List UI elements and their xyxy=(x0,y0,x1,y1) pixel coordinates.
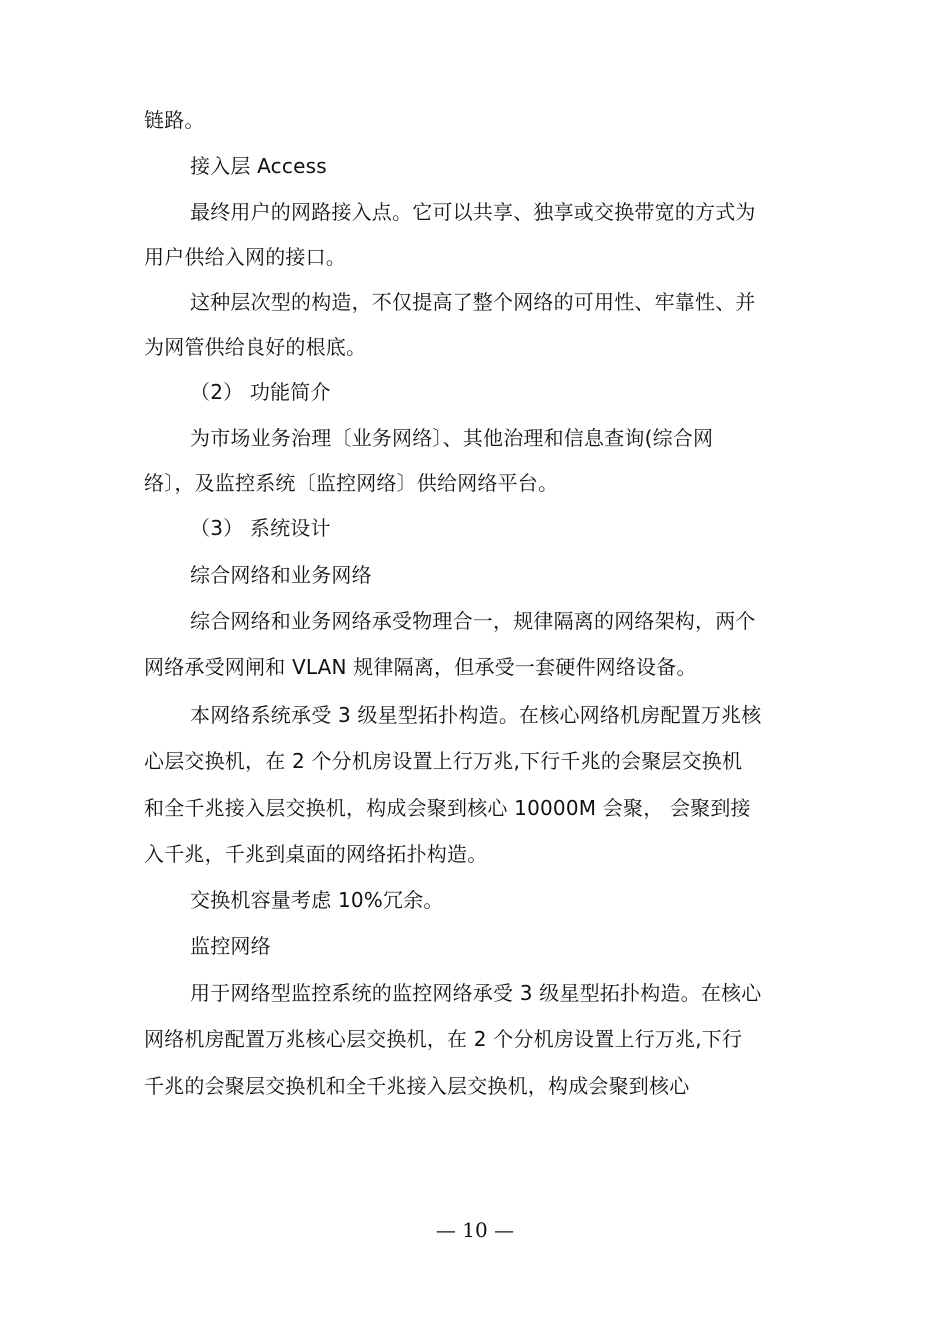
text-line-14: 本网络系统承受 3 级星型拓扑构造。在核心网络机房配置万兆核 xyxy=(190,703,762,727)
text-line-4: 用户供给入网的接口。 xyxy=(144,245,346,269)
text-line-6: 为网管供给良好的根底。 xyxy=(144,335,367,359)
text-line-13: 网络承受网闸和 VLAN 规律隔离，但承受一套硬件网络设备。 xyxy=(144,655,697,679)
text-line-21: 网络机房配置万兆核心层交换机，在 2 个分机房设置上行万兆,下行 xyxy=(144,1027,743,1051)
text-line-10: （3） 系统设计 xyxy=(190,516,331,540)
text-line-17: 入千兆，千兆到桌面的网络拓扑构造。 xyxy=(144,842,488,866)
text-line-19: 监控网络 xyxy=(190,934,271,958)
text-line-2: 接入层 Access xyxy=(190,154,327,178)
text-line-15: 心层交换机，在 2 个分机房设置上行万兆,下行千兆的会聚层交换机 xyxy=(144,749,743,773)
text-line-16: 和全千兆接入层交换机，构成会聚到核心 10000M 会聚， 会聚到接 xyxy=(144,796,751,820)
text-line-9: 络〕，及监控系统〔监控网络〕供给网络平台。 xyxy=(144,471,559,495)
page-number: — 10 — xyxy=(435,1218,515,1242)
text-line-12: 综合网络和业务网络承受物理合一，规律隔离的网络架构，两个 xyxy=(190,609,756,633)
text-line-18: 交换机容量考虑 10%冗余。 xyxy=(190,888,444,912)
text-line-5: 这种层次型的构造，不仅提高了整个网络的可用性、牢靠性、并 xyxy=(190,290,756,314)
text-line-20: 用于网络型监控系统的监控网络承受 3 级星型拓扑构造。在核心 xyxy=(190,981,762,1005)
text-line-1: 链路。 xyxy=(144,108,205,132)
text-line-3: 最终用户的网路接入点。它可以共享、独享或交换带宽的方式为 xyxy=(190,200,756,224)
text-line-8: 为市场业务治理〔业务网络〕、其他治理和信息查询(综合网 xyxy=(190,426,714,450)
text-line-7: （2） 功能简介 xyxy=(190,380,331,404)
text-line-11: 综合网络和业务网络 xyxy=(190,563,372,587)
text-line-22: 千兆的会聚层交换机和全千兆接入层交换机，构成会聚到核心 xyxy=(144,1074,690,1098)
